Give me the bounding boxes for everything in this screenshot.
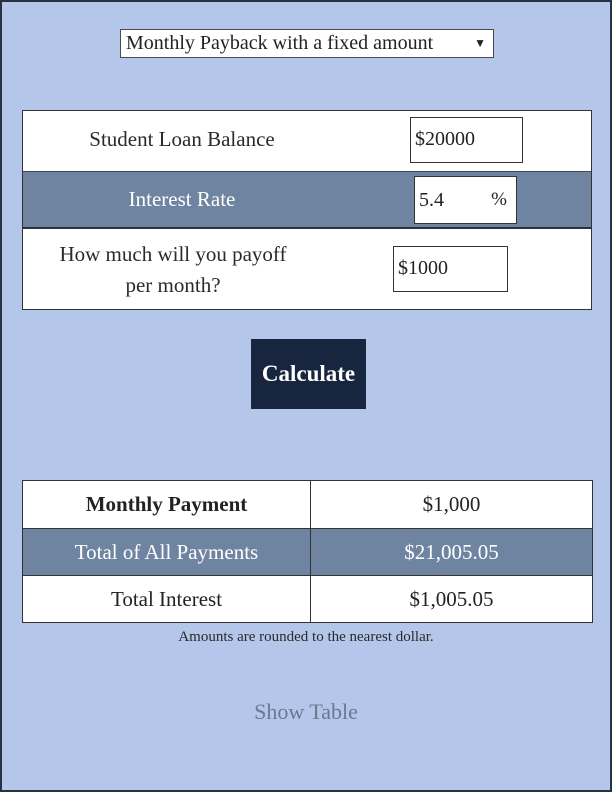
balance-label: Student Loan Balance (89, 127, 275, 151)
percent-unit: % (491, 189, 507, 210)
results-table (22, 480, 593, 623)
monthly-payment-label: Monthly Payment (23, 481, 311, 528)
interest-rate-label: Interest Rate (128, 187, 236, 211)
total-payments-value: $21,005.05 (404, 539, 499, 564)
result-row-monthly-payment (23, 481, 592, 528)
rounding-note: Amounts are rounded to the nearest dollar. (178, 629, 434, 645)
interest-rate-input[interactable] (414, 176, 517, 224)
result-row-total-payments (23, 528, 592, 575)
show-table-link[interactable]: Show Table (254, 699, 358, 724)
total-interest-label: Total Interest (23, 576, 311, 622)
calculate-button[interactable]: Calculate (251, 339, 366, 409)
total-payments-label: Total of All Payments (23, 529, 311, 575)
payback-mode-select[interactable] (120, 29, 494, 58)
loan-input-table (22, 110, 592, 310)
monthly-payoff-input[interactable]: $1000 (393, 246, 508, 292)
monthly-payoff-row (23, 229, 591, 309)
total-interest-value: $1,005.05 (409, 586, 494, 611)
monthly-payoff-label (23, 239, 323, 301)
dropdown-arrow-icon: ▼ (474, 36, 486, 50)
balance-row (23, 111, 591, 171)
monthly-payoff-label-line2: per month? (125, 273, 221, 297)
interest-rate-value: 5.4 (419, 189, 444, 211)
monthly-payoff-label-line1: How much will you payoff (59, 242, 287, 266)
payback-mode-value: Monthly Payback with a fixed amount (126, 32, 434, 54)
balance-input[interactable]: $20000 (410, 117, 523, 163)
monthly-payment-value: $1,000 (422, 492, 481, 516)
result-row-total-interest (23, 575, 592, 622)
interest-rate-row (23, 171, 591, 229)
